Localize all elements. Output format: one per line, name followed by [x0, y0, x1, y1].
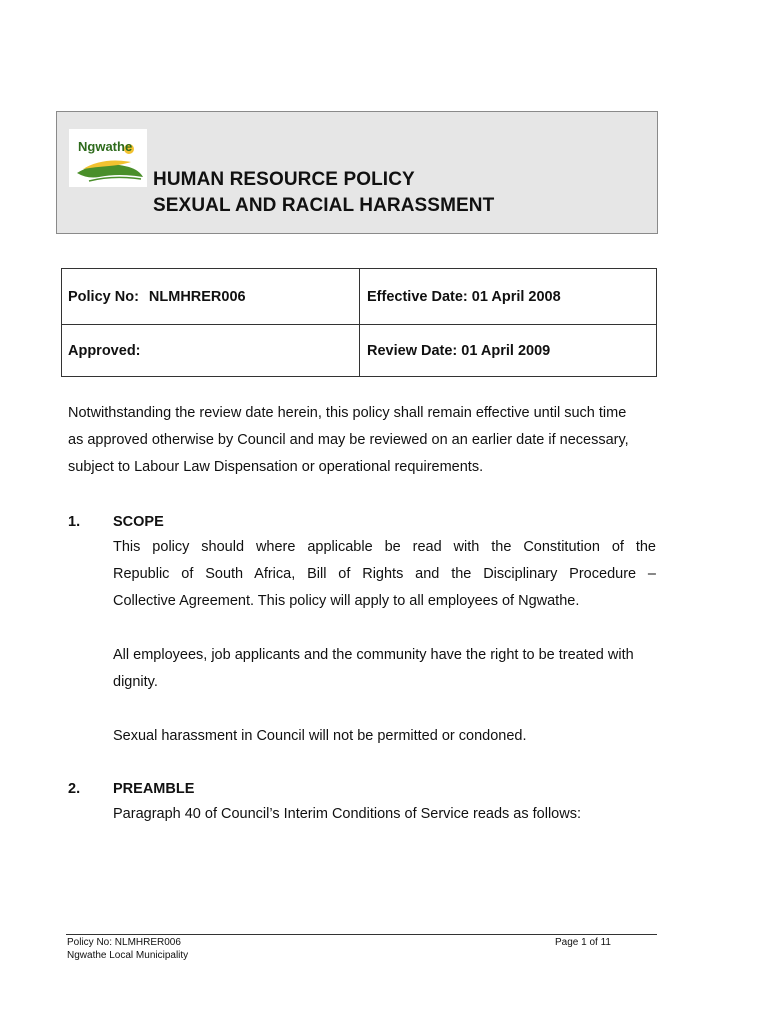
policy-number-value: NLMHRER006 [148, 289, 246, 305]
intro-line: Notwithstanding the review date herein, this policy shall remain effective until such time [68, 405, 627, 421]
policy-info-table [61, 268, 657, 377]
table-divider-vertical [359, 269, 360, 376]
scope-line: All employees, job applicants and the community have the right to be treated with [113, 647, 634, 663]
footer-organisation: Ngwathe Local Municipality [67, 950, 189, 961]
section-number: 2. [68, 781, 81, 797]
footer-page-number: Page 1 of 11 [555, 937, 611, 948]
document-subtitle: SEXUAL AND RACIAL HARASSMENT [153, 195, 495, 216]
policy-number-label: Policy No: [68, 289, 139, 305]
table-divider-horizontal [62, 324, 656, 325]
section-heading-preamble: PREAMBLE [113, 781, 195, 797]
section-heading-scope: SCOPE [113, 514, 164, 530]
review-date-cell: Review Date: 01 April 2009 [367, 343, 551, 359]
preamble-paragraph [113, 801, 581, 828]
ngwathe-logo [69, 129, 147, 187]
document-header [56, 111, 658, 234]
scope-line: This policy should where applicable be read with the Constitution of the [113, 539, 656, 555]
section-number: 1. [68, 514, 81, 530]
effective-date-cell: Effective Date: 01 April 2008 [367, 289, 561, 305]
scope-dignity-paragraph [113, 642, 634, 696]
scope-line: Sexual harassment in Council will not be permitted or condoned. [113, 728, 527, 744]
svg-text:Ngwathe: Ngwathe [78, 139, 133, 154]
document-title: HUMAN RESOURCE POLICY [153, 169, 415, 190]
intro-line: subject to Labour Law Dispensation or operational requirements. [68, 459, 484, 475]
intro-paragraph [68, 400, 629, 481]
policy-number-cell [68, 289, 246, 305]
footer-policy-number: Policy No: NLMHRER006 [67, 937, 181, 948]
footer-divider [66, 934, 657, 935]
intro-line: as approved otherwise by Council and may be reviewed on an earlier date if necessary, [68, 432, 629, 448]
scope-line: Collective Agreement. This policy will apply to all employees of Ngwathe. [113, 593, 580, 609]
approved-cell: Approved: [68, 343, 141, 359]
preamble-line: Paragraph 40 of Council’s Interim Conditions of Service reads as follows: [113, 806, 581, 822]
scope-paragraph [113, 534, 656, 615]
logo-graphic [69, 129, 147, 187]
scope-line: Republic of South Africa, Bill of Rights and the Disciplinary Procedure – [113, 566, 656, 582]
scope-line: dignity. [113, 674, 158, 690]
scope-harassment-paragraph [113, 723, 526, 750]
